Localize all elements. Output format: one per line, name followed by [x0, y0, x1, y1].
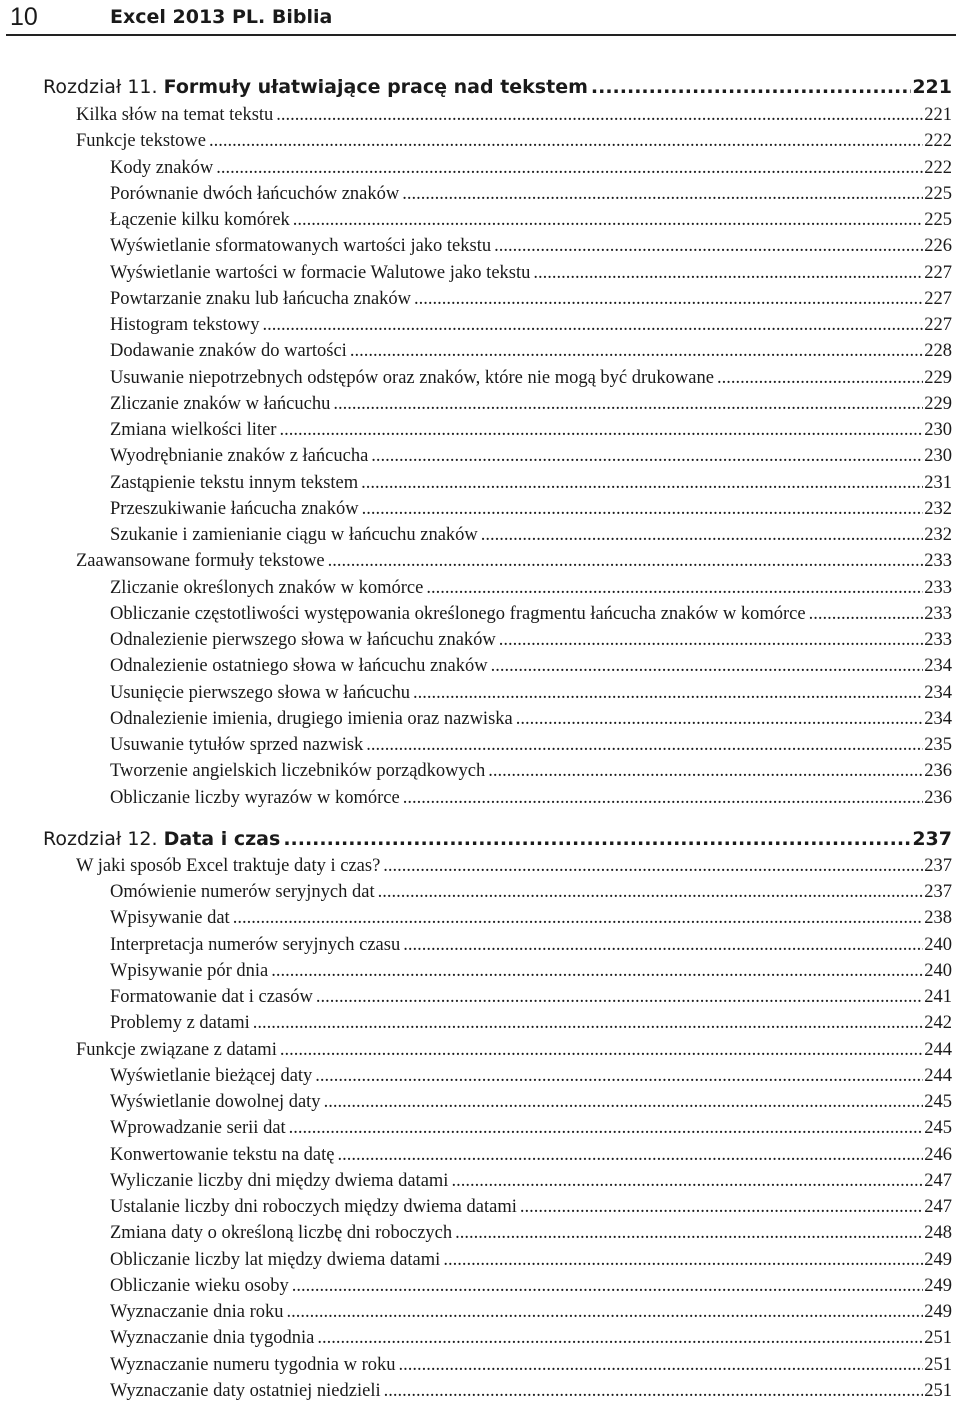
- entry-title: Zmiana daty o określoną liczbę dni roboczych: [110, 1223, 453, 1244]
- page-header: [6, 0, 956, 36]
- toc-subsection[interactable]: [0, 1115, 960, 1141]
- toc-subsection[interactable]: [0, 601, 960, 627]
- toc-subsection[interactable]: [0, 1247, 960, 1273]
- entry-title: Obliczanie liczby lat między dwiema datami: [110, 1249, 441, 1270]
- entry-page-number: 222: [924, 157, 952, 178]
- entry-title: Dodawanie znaków do wartości: [110, 341, 347, 362]
- chapter-page-number: 237: [912, 827, 952, 850]
- toc-subsection[interactable]: [0, 312, 960, 338]
- entry-title: Funkcje tekstowe: [76, 131, 206, 152]
- entry-title: Kody znaków: [110, 157, 214, 178]
- toc-subsection[interactable]: [0, 680, 960, 706]
- dot-leader: [292, 1273, 923, 1299]
- entry-title: Histogram tekstowy: [110, 315, 260, 335]
- entry-page-number: 242: [924, 1013, 952, 1034]
- entry-title: Zliczanie określonych znaków w komórce: [110, 577, 424, 598]
- entry-title: Formatowanie dat i czasów: [110, 987, 313, 1007]
- entry-title: Interpretacja numerów seryjnych czasu: [110, 934, 401, 955]
- dot-leader: [361, 470, 923, 496]
- dot-leader: [279, 417, 923, 443]
- entry-title: Wyliczanie liczby dni między dwiema datami: [110, 1170, 449, 1191]
- chapter-title: Data i czas: [163, 827, 281, 850]
- toc-section[interactable]: [0, 128, 960, 154]
- dot-leader: [533, 260, 923, 286]
- entry-page-number: 249: [924, 1302, 952, 1322]
- entry-title: Wyświetlanie dowolnej daty: [110, 1092, 321, 1112]
- dot-leader: [371, 443, 923, 469]
- entry-page-number: 241: [924, 987, 952, 1007]
- entry-page-number: 232: [924, 525, 952, 545]
- dot-leader: [253, 1010, 924, 1036]
- entry-page-number: 222: [924, 131, 952, 152]
- toc-subsection[interactable]: [0, 1089, 960, 1115]
- toc-subsection[interactable]: [0, 653, 960, 679]
- dot-leader: [809, 601, 924, 627]
- dot-leader: [414, 286, 923, 312]
- entry-page-number: 248: [924, 1223, 952, 1244]
- chapter-label: Rozdział 11.: [43, 76, 158, 98]
- entry-page-number: 233: [924, 551, 952, 572]
- toc-subsection[interactable]: [0, 1010, 960, 1036]
- toc-subsection[interactable]: [0, 338, 960, 364]
- entry-title: Obliczanie wieku osoby: [110, 1275, 289, 1296]
- toc-subsection[interactable]: [0, 155, 960, 181]
- entry-page-number: 240: [924, 934, 952, 955]
- entry-page-number: 246: [924, 1144, 952, 1165]
- entry-page-number: 251: [924, 1354, 952, 1375]
- entry-title: Wyodrębnianie znaków z łańcucha: [110, 446, 369, 467]
- entry-page-number: 227: [924, 288, 952, 309]
- chapter-heading[interactable]: [0, 72, 960, 102]
- toc-subsection[interactable]: [0, 984, 960, 1010]
- entry-title: Zliczanie znaków w łańcuchu: [110, 393, 331, 414]
- dot-leader: [402, 181, 923, 207]
- dot-leader: [338, 1142, 924, 1168]
- entry-title: Problemy z datami: [110, 1013, 250, 1034]
- dot-leader: [494, 233, 923, 259]
- entry-title: Szukanie i zamienianie ciągu w łańcuchu znaków: [110, 525, 478, 545]
- toc-subsection[interactable]: [0, 233, 960, 259]
- toc-subsection[interactable]: [0, 958, 960, 984]
- entry-title: Tworzenie angielskich liczebników porządkowych: [110, 761, 486, 782]
- entry-page-number: 244: [924, 1065, 952, 1086]
- entry-page-number: 225: [924, 210, 952, 230]
- dot-leader: [263, 312, 924, 338]
- entry-page-number: 229: [924, 367, 952, 388]
- chapter-label: Rozdział 12.: [43, 827, 158, 850]
- chapter-page-number: 221: [912, 76, 952, 98]
- dot-leader: [384, 1378, 924, 1404]
- dot-leader: [383, 853, 923, 879]
- toc-subsection[interactable]: [0, 1168, 960, 1194]
- dot-leader: [520, 1194, 923, 1220]
- dot-leader: [366, 732, 923, 758]
- chapter-heading[interactable]: [0, 811, 960, 853]
- entry-title: Usuwanie tytułów sprzed nazwisk: [110, 735, 364, 755]
- entry-title: Wyznaczanie dnia tygodnia: [110, 1328, 315, 1349]
- dot-leader: [209, 128, 923, 154]
- entry-page-number: 221: [924, 105, 952, 125]
- entry-title: Wyświetlanie bieżącej daty: [110, 1065, 313, 1086]
- entry-title: Obliczanie częstotliwości występowania określonego fragmentu łańcucha znaków w komórce: [110, 603, 806, 624]
- toc-subsection[interactable]: [0, 365, 960, 391]
- entry-title: Porównanie dwóch łańcuchów znaków: [110, 183, 400, 204]
- entry-page-number: 225: [924, 183, 952, 204]
- entry-title: Funkcje związane z datami: [76, 1039, 277, 1060]
- entry-title: Wyświetlanie sformatowanych wartości jako tekstu: [110, 236, 492, 257]
- entry-page-number: 234: [924, 682, 952, 703]
- entry-page-number: 247: [924, 1197, 952, 1217]
- dot-leader: [717, 365, 923, 391]
- entry-page-number: 237: [924, 882, 952, 902]
- entry-title: Ustalanie liczby dni roboczych między dwiema datami: [110, 1197, 517, 1217]
- entry-title: Odnalezienie imienia, drugiego imienia oraz nazwiska: [110, 708, 513, 729]
- entry-title: Wyświetlanie wartości w formacie Walutowe jako tekstu: [110, 262, 531, 283]
- dot-leader: [324, 1089, 924, 1115]
- entry-title: Wyznaczanie daty ostatniej niedzieli: [110, 1380, 381, 1401]
- entry-title: Wyznaczanie dnia roku: [110, 1302, 284, 1322]
- toc-subsection[interactable]: [0, 785, 960, 811]
- dot-leader: [491, 653, 924, 679]
- entry-title: Wpisywanie dat: [110, 908, 230, 929]
- dot-leader: [455, 1220, 923, 1246]
- toc-subsection[interactable]: [0, 932, 960, 958]
- dot-leader: [315, 1063, 923, 1089]
- entry-page-number: 233: [924, 630, 952, 650]
- entry-title: Wyznaczanie numeru tygodnia w roku: [110, 1354, 396, 1375]
- toc-subsection[interactable]: [0, 706, 960, 732]
- entry-title: Łączenie kilku komórek: [110, 210, 290, 230]
- entry-title: Usuwanie niepotrzebnych odstępów oraz znaków, które nie mogą być drukowane: [110, 367, 714, 388]
- dot-leader: [328, 548, 924, 574]
- dot-leader: [316, 984, 923, 1010]
- entry-title: Usunięcie pierwszego słowa w łańcuchu: [110, 682, 411, 703]
- entry-page-number: 249: [924, 1275, 952, 1296]
- dot-leader: [403, 785, 924, 811]
- entry-title: Przeszukiwanie łańcucha znaków: [110, 498, 359, 519]
- toc-subsection[interactable]: [0, 391, 960, 417]
- toc-subsection[interactable]: [0, 905, 960, 931]
- entry-title: Odnalezienie pierwszego słowa w łańcuchu znaków: [110, 630, 496, 650]
- table-of-contents: [0, 72, 960, 1404]
- entry-page-number: 231: [924, 472, 952, 493]
- toc-subsection[interactable]: [0, 879, 960, 905]
- dot-leader: [280, 1037, 923, 1063]
- entry-title: Wprowadzanie serii dat: [110, 1118, 286, 1139]
- entry-title: Wpisywanie pór dnia: [110, 960, 269, 981]
- dot-leader: [216, 155, 923, 181]
- dot-leader: [350, 338, 923, 364]
- entry-page-number: 235: [924, 735, 952, 755]
- entry-title: Omówienie numerów seryjnych dat: [110, 882, 375, 902]
- dot-leader: [276, 102, 923, 128]
- toc-subsection[interactable]: [0, 522, 960, 548]
- entry-title: Kilka słów na temat tekstu: [76, 105, 274, 125]
- dot-leader: [362, 496, 924, 522]
- dot-leader: [413, 680, 923, 706]
- dot-leader: [591, 72, 911, 102]
- toc-subsection[interactable]: [0, 1378, 960, 1404]
- toc-section[interactable]: [0, 853, 960, 879]
- entry-page-number: 232: [924, 498, 952, 519]
- dot-leader: [271, 958, 923, 984]
- entry-page-number: 228: [924, 341, 952, 362]
- toc-subsection[interactable]: [0, 1352, 960, 1378]
- entry-page-number: 251: [924, 1380, 952, 1401]
- dot-leader: [378, 879, 924, 905]
- toc-subsection[interactable]: [0, 627, 960, 653]
- page-number: 10: [10, 3, 38, 31]
- entry-title: Konwertowanie tekstu na datę: [110, 1144, 335, 1165]
- dot-leader: [317, 1325, 923, 1351]
- entry-title: Zaawansowane formuły tekstowe: [76, 551, 325, 572]
- toc-subsection[interactable]: [0, 575, 960, 601]
- entry-page-number: 245: [924, 1092, 952, 1112]
- toc-subsection[interactable]: [0, 286, 960, 312]
- entry-title: Zastąpienie tekstu innym tekstem: [110, 472, 359, 493]
- entry-page-number: 245: [924, 1118, 952, 1139]
- dot-leader: [426, 575, 923, 601]
- entry-title: Obliczanie liczby wyrazów w komórce: [110, 787, 400, 808]
- toc-section[interactable]: [0, 548, 960, 574]
- entry-page-number: 233: [924, 603, 952, 624]
- dot-leader: [481, 522, 923, 548]
- toc-subsection[interactable]: [0, 470, 960, 496]
- dot-leader: [516, 706, 924, 732]
- entry-title: Odnalezienie ostatniego słowa w łańcuchu znaków: [110, 656, 488, 677]
- entry-page-number: 237: [924, 855, 952, 876]
- entry-page-number: 236: [924, 787, 952, 808]
- entry-title: Powtarzanie znaku lub łańcucha znaków: [110, 288, 412, 309]
- entry-page-number: 236: [924, 761, 952, 782]
- entry-page-number: 247: [924, 1170, 952, 1191]
- dot-leader: [289, 1115, 924, 1141]
- toc-subsection[interactable]: [0, 1194, 960, 1220]
- entry-page-number: 229: [924, 393, 952, 414]
- toc-subsection[interactable]: [0, 1273, 960, 1299]
- entry-page-number: 238: [924, 908, 952, 929]
- entry-page-number: 227: [924, 262, 952, 283]
- entry-title: W jaki sposób Excel traktuje daty i czas?: [76, 855, 381, 876]
- toc-subsection[interactable]: [0, 443, 960, 469]
- toc-subsection[interactable]: [0, 1063, 960, 1089]
- entry-page-number: 234: [924, 656, 952, 677]
- entry-page-number: 251: [924, 1328, 952, 1349]
- dot-leader: [499, 627, 923, 653]
- dot-leader: [399, 1352, 924, 1378]
- dot-leader: [287, 1299, 924, 1325]
- toc-section[interactable]: [0, 102, 960, 128]
- toc-subsection[interactable]: [0, 1142, 960, 1168]
- toc-subsection[interactable]: [0, 732, 960, 758]
- toc-subsection[interactable]: [0, 207, 960, 233]
- toc-subsection[interactable]: [0, 260, 960, 286]
- chapter-title-group: [43, 72, 588, 102]
- entry-title: Zmiana wielkości liter: [110, 420, 277, 440]
- toc-subsection[interactable]: [0, 1325, 960, 1351]
- dot-leader: [233, 905, 924, 931]
- dot-leader: [488, 758, 923, 784]
- dot-leader: [443, 1247, 923, 1273]
- entry-page-number: 244: [924, 1039, 952, 1060]
- toc-subsection[interactable]: [0, 1299, 960, 1325]
- entry-page-number: 230: [924, 446, 952, 467]
- toc-section[interactable]: [0, 1037, 960, 1063]
- book-title: Excel 2013 PL. Biblia: [110, 6, 333, 28]
- entry-page-number: 240: [924, 960, 952, 981]
- entry-page-number: 227: [924, 315, 952, 335]
- toc-subsection[interactable]: [0, 181, 960, 207]
- dot-leader: [451, 1168, 923, 1194]
- entry-page-number: 234: [924, 708, 952, 729]
- toc-subsection[interactable]: [0, 496, 960, 522]
- toc-subsection[interactable]: [0, 758, 960, 784]
- dot-leader: [403, 932, 923, 958]
- entry-page-number: 233: [924, 577, 952, 598]
- entry-page-number: 230: [924, 420, 952, 440]
- entry-page-number: 249: [924, 1249, 952, 1270]
- dot-leader: [293, 207, 923, 233]
- chapter-title: Formuły ułatwiające pracę nad tekstem: [163, 76, 588, 98]
- toc-subsection[interactable]: [0, 417, 960, 443]
- dot-leader: [333, 391, 923, 417]
- toc-subsection[interactable]: [0, 1220, 960, 1246]
- entry-page-number: 226: [924, 236, 952, 257]
